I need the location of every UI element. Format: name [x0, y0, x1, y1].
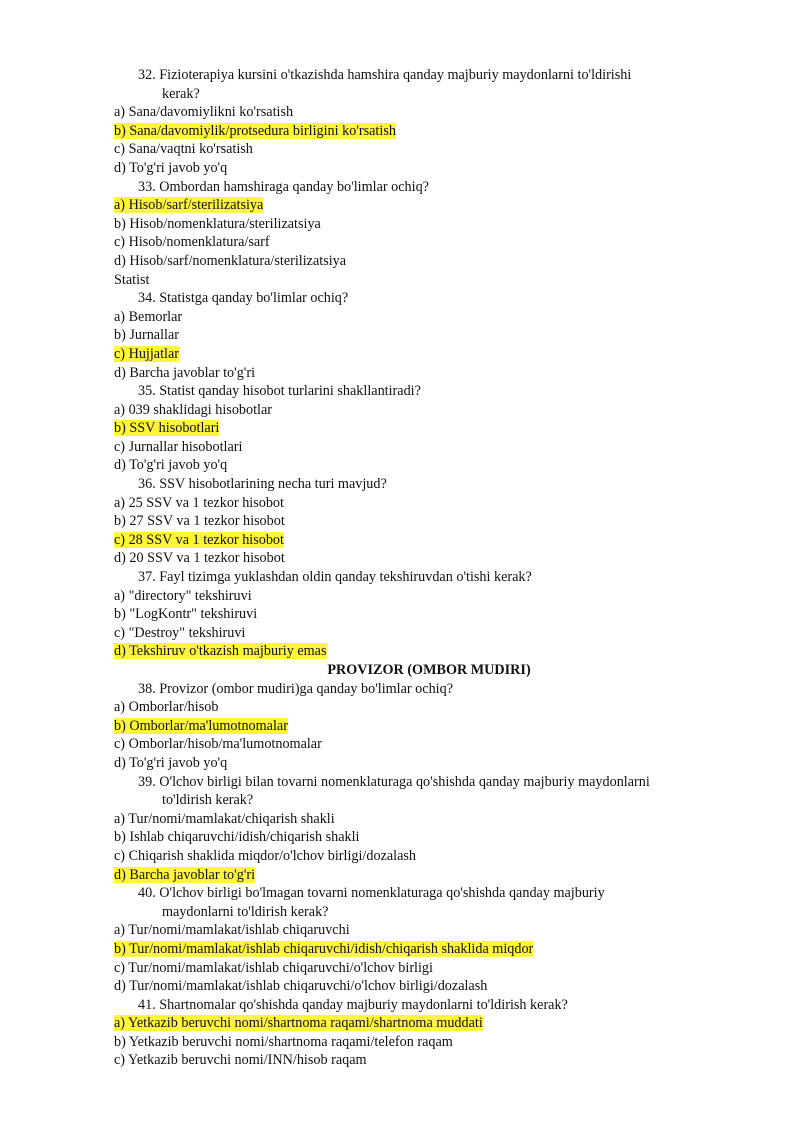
answer-option: [114, 159, 744, 178]
answer-option-correct: [114, 122, 744, 141]
answer-option-text: c) Yetkazib beruvchi nomi/INN/hisob raqam: [114, 1052, 367, 1069]
question-text: [114, 382, 744, 401]
question-line: 34. Statistga qanday bo'limlar ochiq?: [138, 290, 349, 307]
answer-option-text: a) 25 SSV va 1 tezkor hisobot: [114, 494, 284, 511]
answer-option-correct: [114, 717, 744, 736]
question-line-continued: kerak?: [162, 85, 200, 102]
answer-option-text: c) Hisob/nomenklatura/sarf: [114, 234, 270, 251]
answer-option-text: b) Yetkazib beruvchi nomi/shartnoma raqami/telefon raqam: [114, 1033, 453, 1050]
question-text: [114, 884, 744, 921]
category-label: Statist: [114, 271, 150, 288]
answer-option-text: d) 20 SSV va 1 tezkor hisobot: [114, 550, 285, 567]
answer-option-text: b) Ishlab chiqaruvchi/idish/chiqarish shakli: [114, 829, 360, 846]
answer-option: [114, 921, 744, 940]
question-line: 33. Ombordan hamshiraga qanday bo'limlar ochiq?: [138, 178, 429, 195]
answer-option-text: d) Hisob/sarf/nomenklatura/sterilizatsiya: [114, 252, 347, 269]
answer-option: [114, 364, 744, 383]
answer-option-text: b) Hisob/nomenklatura/sterilizatsiya: [114, 215, 321, 232]
answer-option-text: c) Omborlar/hisob/ma'lumotnomalar: [114, 736, 322, 753]
question-text: [114, 475, 744, 494]
question-line: 37. Fayl tizimga yuklashdan oldin qanday tekshiruvdan o'tishi kerak?: [138, 569, 532, 586]
answer-option: [114, 549, 744, 568]
answer-option-text: c) Chiqarish shaklida miqdor/o'lchov birligi/dozalash: [114, 847, 417, 864]
answer-option: [114, 624, 744, 643]
answer-option-text: a) Yetkazib beruvchi nomi/shartnoma raqami/shartnoma muddati: [114, 1015, 483, 1032]
answer-option-text: c) Sana/vaqtni ko'rsatish: [114, 141, 253, 158]
answer-option: [114, 438, 744, 457]
answer-option-text: b) Sana/davomiylik/protsedura birligini ko'rsatish: [114, 122, 396, 139]
question-line: 36. SSV hisobotlarining necha turi mavjud?: [138, 476, 387, 493]
question-line: 32. Fizioterapiya kursini o'tkazishda hamshira qanday majburiy maydonlarni to'ldirishi: [138, 67, 632, 83]
answer-option-correct: [114, 196, 744, 215]
answer-option: [114, 1033, 744, 1052]
answer-option: [114, 401, 744, 420]
answer-option-correct: [114, 642, 744, 661]
answer-option: [114, 1051, 744, 1070]
question-text: [114, 680, 744, 699]
answer-option-correct: [114, 1014, 744, 1033]
answer-option-text: d) To'g'ri javob yo'q: [114, 159, 228, 176]
answer-option: [114, 103, 744, 122]
document-page: [114, 66, 744, 1070]
answer-option-text: a) Bemorlar: [114, 308, 183, 325]
answer-option-text: b) SSV hisobotlari: [114, 420, 220, 437]
answer-option-text: c) Hujjatlar: [114, 345, 179, 362]
question-line: 35. Statist qanday hisobot turlarini shakllantiradi?: [138, 383, 421, 400]
question-line-continued: maydonlarni to'ldirish kerak?: [162, 903, 329, 920]
answer-option: [114, 252, 744, 271]
answer-option: [114, 605, 744, 624]
answer-option: [114, 308, 744, 327]
answer-option-correct: [114, 345, 744, 364]
answer-option-text: a) Tur/nomi/mamlakat/ishlab chiqaruvchi: [114, 922, 350, 939]
answer-option: [114, 512, 744, 531]
answer-option: [114, 698, 744, 717]
question-text: [114, 773, 744, 810]
answer-option-text: d) Barcha javoblar to'g'ri: [114, 866, 256, 883]
answer-option-text: d) Tur/nomi/mamlakat/ishlab chiqaruvchi/o'lchov birligi/dozalash: [114, 978, 488, 995]
answer-option-text: a) Omborlar/hisob: [114, 699, 219, 716]
answer-option: [114, 735, 744, 754]
answer-option: [114, 828, 744, 847]
question-text: [114, 996, 744, 1015]
question-line: 38. Provizor (ombor mudiri)ga qanday bo'limlar ochiq?: [138, 680, 453, 697]
answer-option-correct: [114, 419, 744, 438]
answer-option-text: a) 039 shaklidagi hisobotlar: [114, 401, 273, 418]
answer-option-text: b) "LogKontr" tekshiruvi: [114, 606, 258, 623]
answer-option: [114, 754, 744, 773]
answer-option-correct: [114, 940, 744, 959]
answer-option-text: a) Sana/davomiylikni ko'rsatish: [114, 104, 294, 121]
answer-option-text: b) 27 SSV va 1 tezkor hisobot: [114, 513, 285, 530]
question-line: 39. O'lchov birligi bilan tovarni nomenklaturaga qo'shishda qanday majburiy maydonlarni: [138, 773, 650, 790]
answer-option-text: b) Omborlar/ma'lumotnomalar: [114, 717, 288, 734]
answer-option-text: c) Tur/nomi/mamlakat/ishlab chiqaruvchi/o'lchov birligi: [114, 959, 433, 976]
answer-option-text: d) To'g'ri javob yo'q: [114, 754, 228, 771]
answer-option: [114, 215, 744, 234]
answer-option-text: d) To'g'ri javob yo'q: [114, 457, 228, 474]
question-text: [114, 568, 744, 587]
question-text: [114, 289, 744, 308]
question-line: 41. Shartnomalar qo'shishda qanday majburiy maydonlarni to'ldirish kerak?: [138, 996, 568, 1013]
answer-option-text: c) Jurnallar hisobotlari: [114, 438, 243, 455]
answer-option-text: a) Tur/nomi/mamlakat/chiqarish shakli: [114, 810, 335, 827]
answer-option: [114, 959, 744, 978]
answer-option: [114, 810, 744, 829]
answer-option-text: a) "directory" tekshiruvi: [114, 587, 252, 604]
question-line: 40. O'lchov birligi bo'lmagan tovarni nomenklaturaga qo'shishda qanday majburiy: [138, 885, 605, 902]
answer-option-text: d) Tekshiruv o'tkazish majburiy emas: [114, 643, 327, 660]
question-text: [114, 178, 744, 197]
answer-option-text: c) "Destroy" tekshiruvi: [114, 624, 246, 641]
answer-option-text: b) Jurnallar: [114, 327, 180, 344]
question-text: [114, 66, 744, 103]
answer-option-correct: [114, 531, 744, 550]
answer-option-text: b) Tur/nomi/mamlakat/ishlab chiqaruvchi/idish/chiqarish shaklida miqdor: [114, 940, 534, 957]
answer-option: [114, 233, 744, 252]
answer-option: [114, 326, 744, 345]
answer-option-text: c) 28 SSV va 1 tezkor hisobot: [114, 531, 284, 548]
answer-option: [114, 847, 744, 866]
answer-option: [114, 456, 744, 475]
answer-option-text: a) Hisob/sarf/sterilizatsiya: [114, 197, 264, 214]
answer-option: [114, 977, 744, 996]
answer-option: [114, 140, 744, 159]
answer-option: [114, 587, 744, 606]
answer-option-text: d) Barcha javoblar to'g'ri: [114, 364, 256, 381]
question-line-continued: to'ldirish kerak?: [162, 792, 254, 809]
answer-option: [114, 494, 744, 513]
section-heading: PROVIZOR (OMBOR MUDIRI): [327, 662, 531, 678]
answer-option-correct: [114, 866, 744, 885]
